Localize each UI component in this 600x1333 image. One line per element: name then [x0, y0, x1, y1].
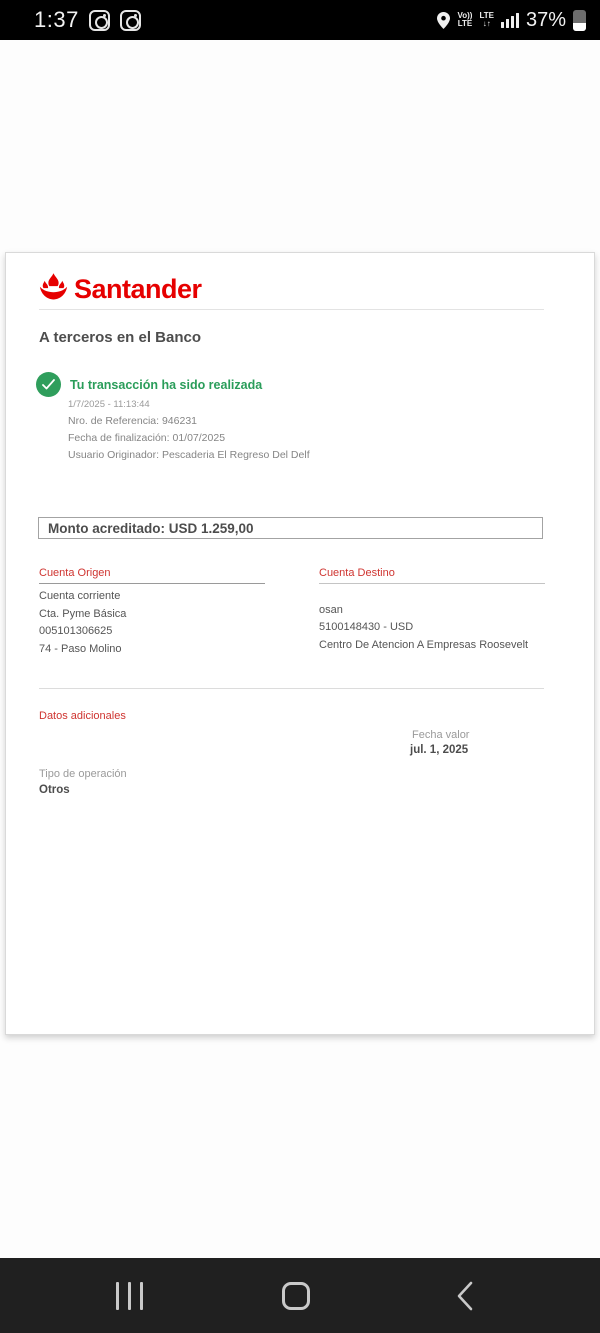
origin-account-type: Cuenta corriente [39, 590, 121, 602]
signal-strength-icon [501, 12, 519, 28]
origin-account-product: Cta. Pyme Básica [39, 607, 127, 620]
brand-name: Santander [74, 273, 202, 304]
document-viewer[interactable] [0, 40, 600, 1258]
amount-text: Monto acreditado: USD 1.259,00 [48, 520, 254, 536]
success-message: Tu transacción ha sido realizada [70, 377, 263, 392]
volte-icon [457, 12, 472, 29]
battery-icon [573, 10, 586, 31]
data-arrows-icon: ↓↑ [482, 19, 491, 28]
value-date-label: Fecha valor [412, 729, 470, 741]
volte-bottom-label: LTE [457, 19, 473, 28]
transaction-status [36, 372, 262, 397]
originator-user: Usuario Originador: Pescaderia El Regreso Del Delf [68, 449, 310, 461]
additional-data-label: Datos adicionales [39, 710, 126, 722]
location-icon [437, 12, 450, 29]
volte-top-label: Vo)) [457, 10, 473, 20]
operation-type-label: Tipo de operación [39, 768, 127, 780]
recents-icon [116, 1282, 143, 1310]
receipt-document [5, 252, 595, 1035]
reference-number: Nro. de Referencia: 946231 [68, 415, 197, 427]
additional-data-divider [39, 688, 544, 689]
destination-account-section [319, 567, 545, 655]
page-title: A terceros en el Banco [39, 329, 202, 346]
status-bar-right [437, 9, 586, 32]
android-nav-bar [0, 1258, 600, 1333]
status-bar-left [34, 7, 141, 33]
finalization-date: Fecha de finalización: 01/07/2025 [68, 432, 226, 444]
status-time: 1:37 [34, 7, 79, 32]
home-icon [282, 1282, 310, 1310]
value-date: jul. 1, 2025 [410, 744, 469, 756]
destination-account-label: Cuenta Destino [319, 567, 395, 579]
destination-divider [319, 583, 545, 584]
check-icon [36, 372, 61, 397]
amount-box [38, 517, 543, 539]
origin-account-number: 005101306625 [39, 625, 113, 638]
destination-holder: osan [319, 603, 343, 616]
santander-logo [39, 273, 202, 305]
instagram-notification-icon [89, 10, 110, 31]
back-chevron-icon [457, 1281, 473, 1311]
santander-flame-icon [39, 273, 68, 305]
home-button[interactable] [261, 1258, 331, 1333]
destination-account-number: 5100148430 - USD [319, 621, 414, 634]
lte-label: LTE [479, 10, 494, 20]
status-bar [0, 0, 600, 40]
origin-branch: 74 - Paso Molino [39, 643, 122, 656]
operation-type: Otros [39, 784, 70, 796]
back-button[interactable] [430, 1258, 500, 1333]
origin-divider [39, 583, 265, 584]
origin-account-label: Cuenta Origen [39, 567, 111, 579]
header-divider [39, 309, 544, 310]
battery-percent: 37% [525, 8, 566, 31]
transaction-datetime: 1/7/2025 - 11:13:44 [68, 399, 150, 410]
instagram-notification-icon [120, 10, 141, 31]
destination-branch: Centro De Atencion A Empresas Roosevelt [319, 639, 529, 652]
lte-data-icon [479, 12, 494, 29]
origin-account-section [39, 567, 265, 659]
recents-button[interactable] [94, 1258, 164, 1333]
